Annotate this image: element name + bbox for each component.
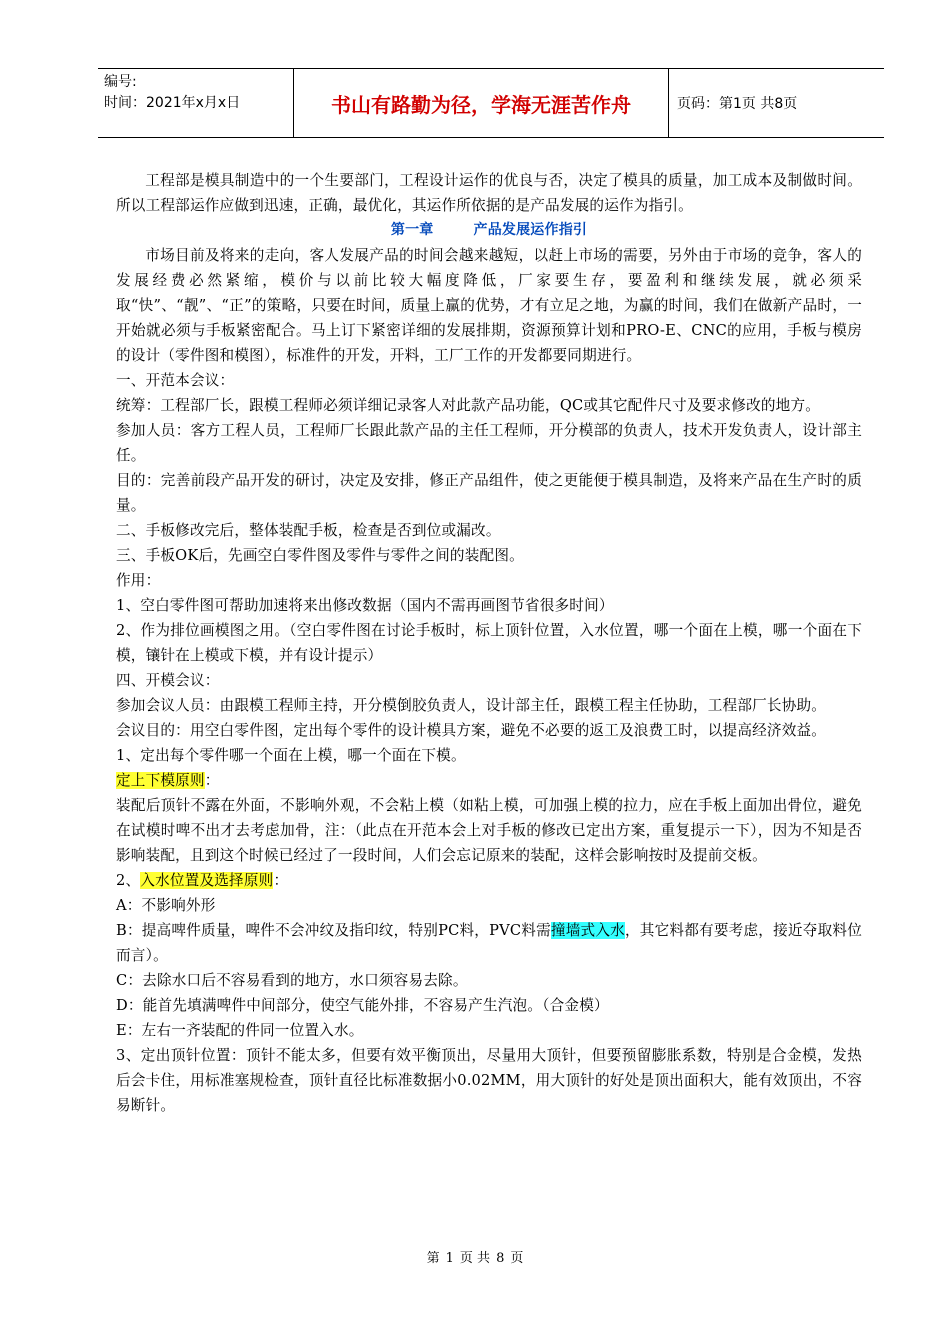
header-left-cell [98, 69, 294, 137]
time-label: 时间：2021年x月x日 [104, 95, 241, 111]
section-line: 二、手板修改完后，整体装配手板，检查是否到位或漏改。 [116, 522, 501, 539]
section-line: 三、手板OK后，先画空白零件图及零件与零件之间的装配图。 [116, 547, 524, 564]
rule2-item-c: C：去除水口后不容易看到的地方，水口须容易去除。 [116, 972, 468, 989]
rule2-item-b: B：提高啤件质量，啤件不会冲纹及指印纹，特别PC料，PVC料需撞墙式入水，其它料都有要考虑，接近夺取料位而言）。 [116, 922, 862, 964]
section-line: 一、开范本会议： [116, 372, 235, 389]
chapter-number: 第一章 [390, 222, 434, 238]
section-line: 2、作为排位画模图之用。（空白零件图在讨论手板时，标上顶针位置，入水位置，哪一个面在上模，哪一个面在下模，镶针在上模或下模，并有设计提示） [116, 622, 862, 664]
rule1-heading: 定上下模原则 [116, 772, 205, 789]
section-line: 统筹：工程部厂长，跟模工程师必须详细记录客人对此款产品功能，QC或其它配件尺寸及要求修改的地方。 [116, 397, 821, 414]
section-line: 会议目的：用空白零件图，定出每个零件的设计模具方案，避免不必要的返工及浪费工时，以提高经济效益。 [116, 722, 827, 739]
rule2-heading: 入水位置及选择原则 [140, 872, 274, 889]
rule2-item-a: A：不影响外形 [116, 897, 216, 914]
section-line: 1、空白零件图可帮助加速将来出修改数据（国内不需再画图节省很多时间） [116, 597, 614, 614]
rule1-heading-line: 定上下模原则： [116, 772, 220, 789]
point3-paragraph: 3、定出顶针位置：顶针不能太多，但要有效平衡顶出，尽量用大顶针，但要预留膨胀系数，特别是合金模，发热后会卡住，用标准塞规检查，顶针直径比标准数据小0.02MM，用大顶针的好处是顶出面积大，能有效顶出，不容易断针。 [116, 1047, 862, 1114]
motto: 书山有路勤为径，学海无涯苦作舟 [294, 69, 669, 137]
section-line: 四、开模会议： [116, 672, 220, 689]
rule2-item-e: E：左右一齐装配的件同一位置入水。 [116, 1022, 364, 1039]
section-line: 参加人员：客方工程人员，工程师厂长跟此款产品的主任工程师，开分模部的负责人，技术开发负责人，设计部主任。 [116, 422, 862, 464]
footer-total-pages: 8 [496, 1251, 505, 1266]
page-info: 页码：第1页 共8页 [677, 96, 798, 112]
rule2-heading-line: 2、入水位置及选择原则： [116, 872, 289, 889]
chapter-heading [116, 218, 862, 243]
highlighted-term: 撞墙式入水 [550, 922, 625, 939]
id-label: 编号: [104, 74, 137, 90]
intro-paragraph: 工程部是模具制造中的一个生要部门，工程设计运作的优良与否，决定了模具的质量，加工成本及制做时间。所以工程部运作应做到迅速，正确，最优化，其运作所依据的是产品发展的运作为指引。 [116, 172, 862, 214]
rule2-item-d: D：能首先填满啤件中间部分，使空气能外排，不容易产生汽泡。（合金模） [116, 997, 609, 1014]
page-footer: 第 1 页 共 8 页 [426, 1251, 524, 1266]
section-line: 目的：完善前段产品开发的研讨，决定及安排，修正产品组件，使之更能便于模具制造，及将来产品在生产时的质量。 [116, 472, 862, 514]
document-body [116, 168, 862, 1118]
footer-page-number: 1 [445, 1251, 454, 1266]
rule1-text: 装配后顶针不露在外面，不影响外观，不会粘上模（如粘上模，可加强上模的拉力，应在手板上面加出骨位，避免在试模时啤不出才去考虑加骨，注：（此点在开范本会上对手板的修改已定出方案，重复提示一下），因为不知是否影响装配，且到这个时候已经过了一段时间，人们会忘记原来的装配，这样会影响按时及提前交板。 [116, 797, 862, 864]
section-line: 参加会议人员：由跟模工程师主持，开分模倒胶负责人，设计部主任，跟模工程主任协助，工程部厂长协助。 [116, 697, 827, 714]
market-paragraph: 市场目前及将来的走向，客人发展产品的时间会越来越短，以赶上市场的需要，另外由于市场的竞争，客人的发展经费必然紧缩，模价与以前比较大幅度降低，厂家要生存，要盈利和继续发展，就必须采取“快”、“靓”、“正”的策略，只要在时间，质量上赢的优势，才有立足之地，为赢的时间，我们在做新产品时，一开始就必须与手板紧密配合。马上订下紧密详细的发展排期，资源预算计划和PRO-E、CNC的应用，手板与模房的设计（零件图和模图），标准件的开发，开料，工厂工作的开发都要同期进行。 [116, 247, 862, 364]
section-line: 作用： [116, 572, 161, 589]
page-header [98, 68, 884, 138]
section-line: 1、定出每个零件哪一个面在上模，哪一个面在下模。 [116, 747, 466, 764]
chapter-title: 产品发展运作指引 [473, 222, 588, 238]
